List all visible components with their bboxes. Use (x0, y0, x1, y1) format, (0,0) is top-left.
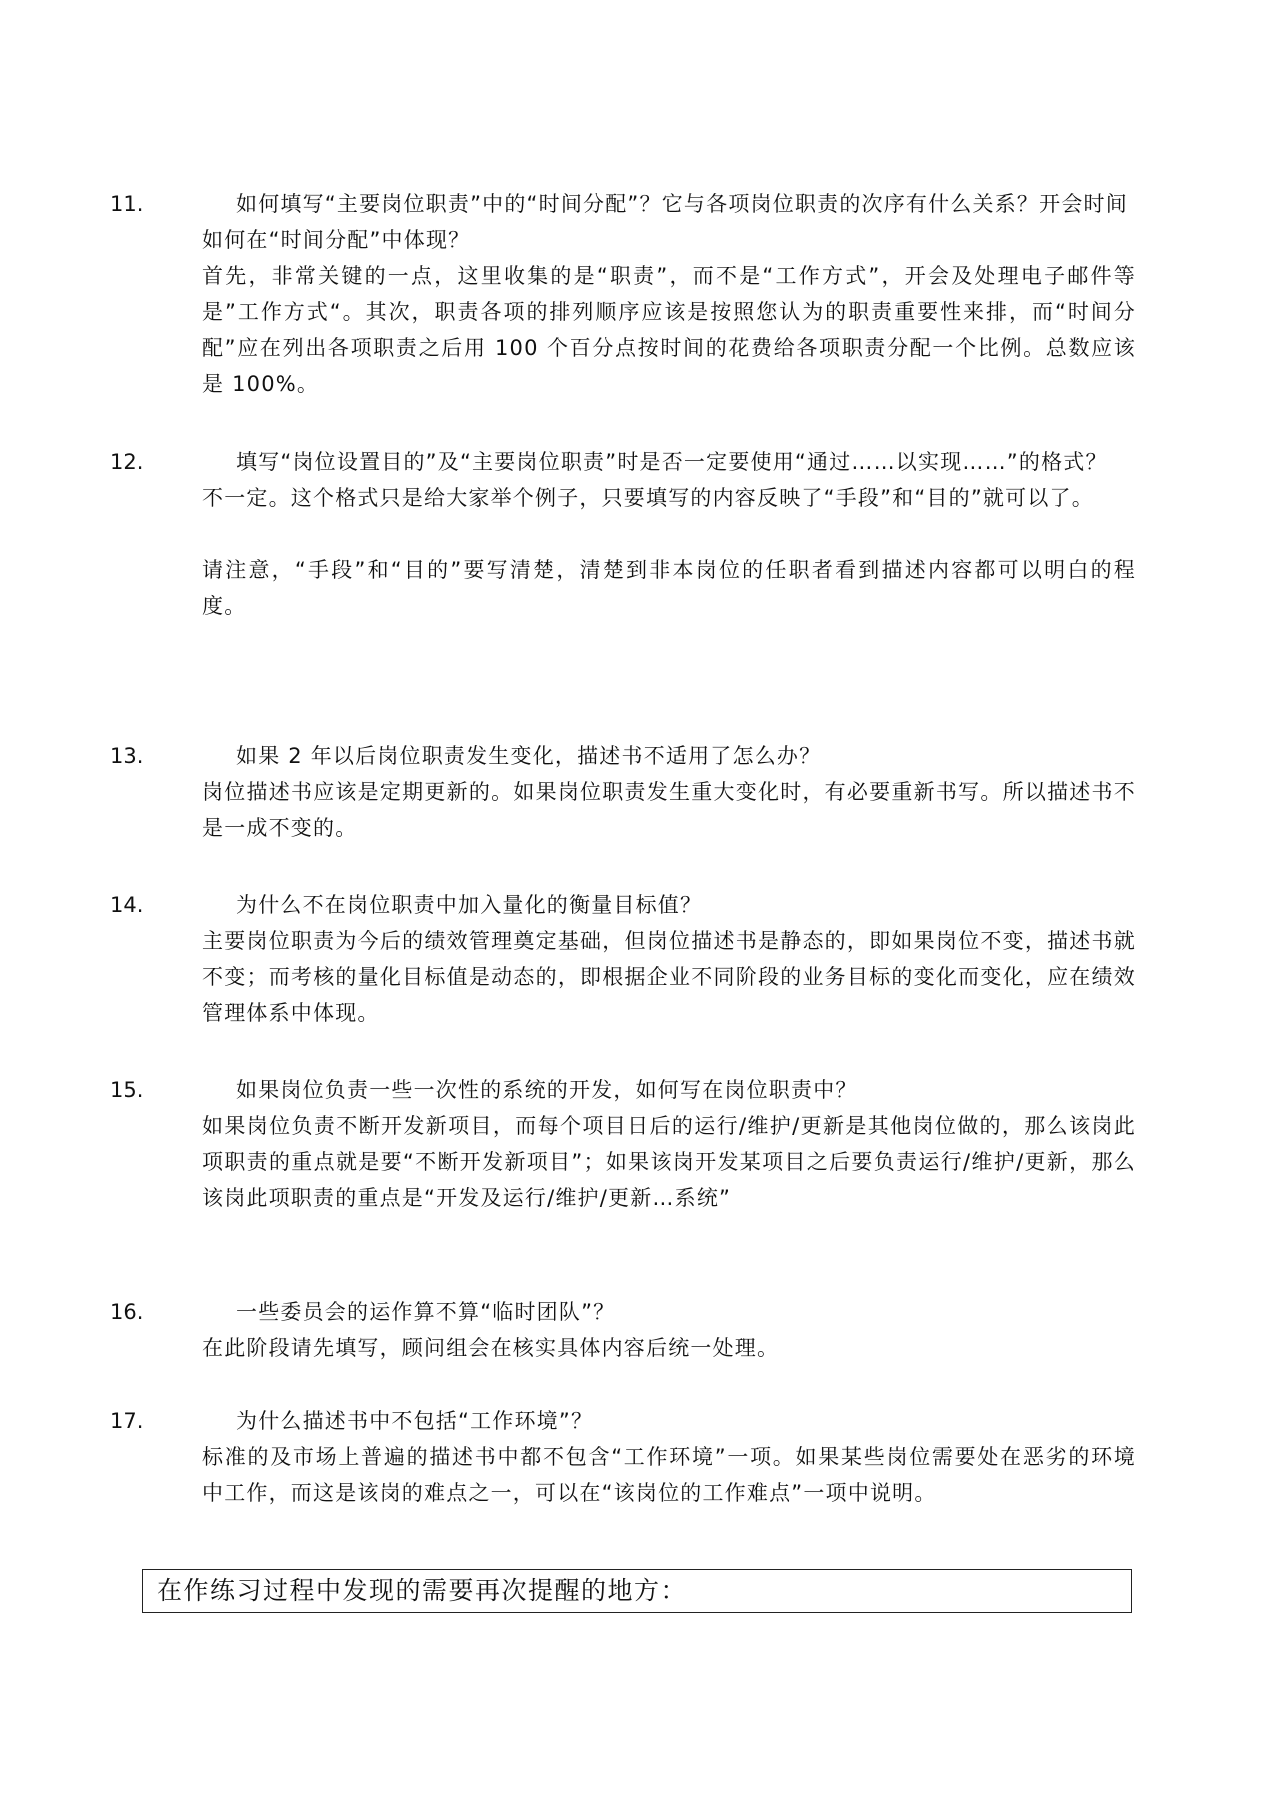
question-number: 13. (110, 744, 144, 768)
question-number: 14. (110, 893, 144, 917)
qa-item-11 (110, 186, 1136, 402)
question-text: 为什么描述书中不包括“工作环境”？ (236, 1409, 594, 1433)
question (110, 738, 1136, 774)
question (110, 444, 1136, 480)
question-number: 15. (110, 1078, 144, 1102)
qa-item-12 (110, 444, 1136, 624)
qa-item-16 (110, 1294, 1136, 1366)
answer (156, 480, 1136, 624)
qa-item-17 (110, 1403, 1136, 1511)
answer (156, 774, 1136, 846)
reminder-box (142, 1569, 1132, 1613)
question-number: 16. (110, 1300, 144, 1324)
question-text: 为什么不在岗位职责中加入量化的衡量目标值？ (236, 893, 703, 917)
question (110, 186, 1136, 258)
question (110, 887, 1136, 923)
answer (156, 1108, 1136, 1216)
answer-paragraph: 岗位描述书应该是定期更新的。如果岗位职责发生重大变化时，有必要重新书写。所以描述书不是一成不变的。 (202, 780, 1136, 840)
question-text: 一些委员会的运作算不算“临时团队”？ (236, 1300, 616, 1324)
qa-item-14 (110, 887, 1136, 1031)
question (110, 1403, 1136, 1439)
question-number: 11. (110, 192, 144, 216)
answer-paragraph: 标准的及市场上普遍的描述书中都不包含“工作环境”一项。如果某些岗位需要处在恶劣的环境中工作，而这是该岗的难点之一，可以在“该岗位的工作难点”一项中说明。 (202, 1445, 1136, 1505)
reminder-heading: 在作练习过程中发现的需要再次提醒的地方： (157, 1576, 688, 1605)
answer (156, 1330, 1136, 1366)
question-number: 12. (110, 450, 144, 474)
answer (156, 923, 1136, 1031)
question-text: 如果 2 年以后岗位职责发生变化，描述书不适用了怎么办？ (236, 744, 822, 768)
answer-paragraph: 不一定。这个格式只是给大家举个例子，只要填写的内容反映了“手段”和“目的”就可以了。 (202, 486, 1094, 510)
answer (156, 258, 1136, 402)
question-number: 17. (110, 1409, 144, 1433)
question-text: 填写“岗位设置目的”及“主要岗位职责”时是否一定要使用“通过……以实现……”的格式？ (236, 450, 1108, 474)
answer-paragraph: 如果岗位负责不断开发新项目，而每个项目日后的运行/维护/更新是其他岗位做的，那么该岗此项职责的重点就是要“不断开发新项目”；如果该岗开发某项目之后要负责运行/维护/更新，那么该岗此项职责的重点是“开发及运行/维护/更新…系统” (202, 1114, 1136, 1210)
answer-paragraph: 请注意，“手段”和“目的”要写清楚，清楚到非本岗位的任职者看到描述内容都可以明白的程度。 (202, 558, 1136, 618)
question-text: 如果岗位负责一些一次性的系统的开发，如何写在岗位职责中？ (236, 1078, 858, 1102)
question-text: 如何填写“主要岗位职责”中的“时间分配”？它与各项岗位职责的次序有什么关系？开会时间如何在“时间分配”中体现？ (202, 192, 1128, 252)
qa-item-13 (110, 738, 1136, 846)
qa-item-15 (110, 1072, 1136, 1216)
answer-paragraph: 在此阶段请先填写，顾问组会在核实具体内容后统一处理。 (202, 1336, 780, 1360)
answer (156, 1439, 1136, 1511)
question (110, 1294, 1136, 1330)
question (110, 1072, 1136, 1108)
answer-paragraph: 主要岗位职责为今后的绩效管理奠定基础，但岗位描述书是静态的，即如果岗位不变，描述书就不变；而考核的量化目标值是动态的，即根据企业不同阶段的业务目标的变化而变化，应在绩效管理体系中体现。 (202, 929, 1136, 1025)
answer-paragraph: 首先，非常关键的一点，这里收集的是“职责”，而不是“工作方式”，开会及处理电子邮件等是”工作方式“。其次，职责各项的排列顺序应该是按照您认为的职责重要性来排，而“时间分配”应在列出各项职责之后用 100 个百分点按时间的花费给各项职责分配一个比例。总数应该是 100%。 (202, 264, 1136, 396)
